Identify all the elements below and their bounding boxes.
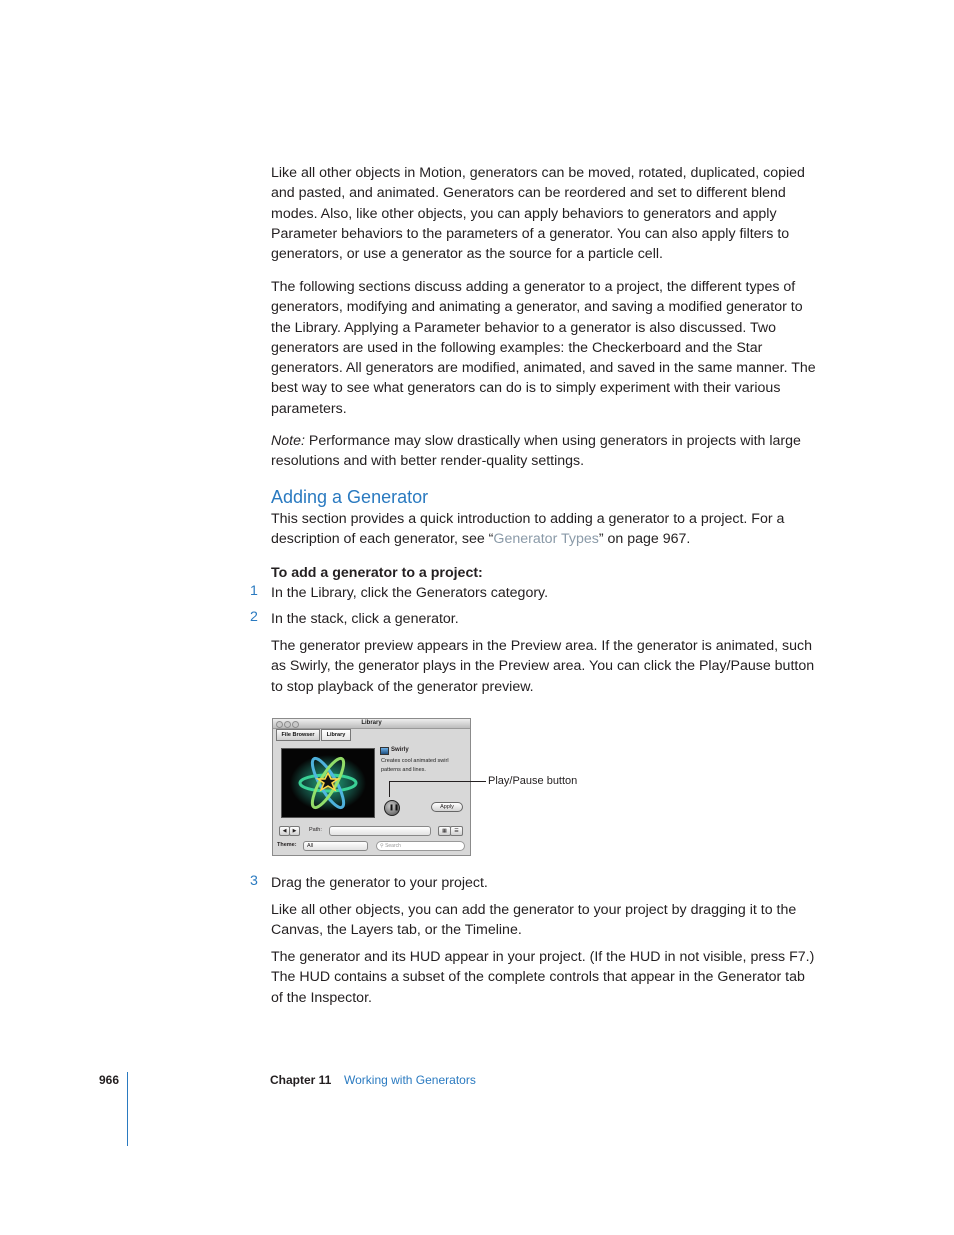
step-number: 1 (250, 583, 258, 599)
forward-arrow-button[interactable]: ▶ (289, 826, 300, 836)
intro-text-after: ” on page 967. (598, 531, 691, 548)
search-icon: ⚲ (380, 843, 386, 849)
page-number: 966 (99, 1073, 120, 1087)
item-name: Swirly (391, 747, 409, 753)
back-arrow-button[interactable]: ◀ (279, 826, 290, 836)
paragraph-sections-overview: The following sections discuss adding a generator to a project, the different types of generators, modifying and animating a generator, and saving a modified generator to the Library. Applying a Parameter behavior to a generator is also discussed. Two generators are used in the following examples: the Checkerboard and the Star generators. All generators are modified, animated, and saved in the same manner. The best way to see what generators can do is to simply experiment with their various parameters. (271, 279, 816, 417)
path-label: Path: (309, 827, 322, 833)
item-description: Creates cool animated swirl patterns and lines. (381, 758, 449, 773)
window-titlebar (273, 719, 470, 729)
pause-icon: ❚❚ (389, 805, 400, 811)
list-view-button[interactable]: ☰ (450, 826, 463, 836)
step-text: Drag the generator to your project. (271, 875, 488, 891)
section-heading: Adding a Generator (271, 487, 429, 507)
intro-text-before: This section provides a quick introduction to adding a generator to a project. For a description of each generator, see “ (271, 511, 785, 548)
step3-detail-2: The generator and its HUD appear in your project. (If the HUD in not visible, press F7.) The HUD contains a subset of the complete controls that appear in the Generator tab of the Inspector. (271, 949, 815, 1006)
paragraph-intro: Like all other objects in Motion, generators can be moved, rotated, duplicated, copied and pasted, and animated. Generators can be reordered and set to different blend modes. Also, like other objects, you can apply behaviors to generators and apply Parameter behaviors to the parameters of a generator. You can also apply filters to generators, or use a generator as the source for a particle cell. (271, 165, 805, 263)
swirly-preview-image (282, 749, 374, 817)
library-window-screenshot (272, 718, 471, 856)
step3-detail-1: Like all other objects, you can add the generator to your project by dragging it to the Canvas, the Layers tab, or the Timeline. (271, 902, 797, 939)
icon-view-button[interactable]: ▦ (438, 826, 451, 836)
paragraph-note (271, 431, 819, 472)
preview-area (281, 748, 375, 818)
search-field[interactable] (376, 841, 465, 851)
apply-button[interactable]: Apply (431, 802, 463, 812)
search-placeholder: Search (385, 843, 401, 849)
step-text: In the Library, click the Generators category. (271, 585, 549, 601)
theme-label: Theme: (277, 842, 297, 848)
window-title: Library (361, 720, 382, 726)
step-number: 2 (250, 609, 258, 625)
step2-detail: The generator preview appears in the Preview area. If the generator is animated, such as Swirly, the generator plays in the Preview area. You can click the Play/Pause button to stop playback of the generator preview. (271, 638, 815, 695)
step-number: 3 (250, 873, 258, 889)
callout-line (389, 781, 486, 782)
note-label: Note: (271, 433, 305, 449)
task-title: To add a generator to a project: (271, 565, 483, 581)
callout-leader (389, 781, 390, 797)
generator-types-link[interactable]: Generator Types (493, 531, 599, 548)
tab-file-browser[interactable]: File Browser (276, 729, 320, 741)
footer-chapter-title[interactable]: Working with Generators (344, 1073, 476, 1087)
path-popup[interactable] (329, 826, 431, 836)
footer-rule (127, 1072, 128, 1146)
play-pause-button[interactable] (384, 800, 400, 816)
section-intro (271, 509, 819, 550)
note-text: Performance may slow drastically when using generators in projects with large resolutions and with better render-quality settings. (271, 433, 801, 470)
tab-library[interactable]: Library (321, 729, 351, 741)
theme-popup[interactable]: All (303, 841, 368, 851)
callout-label: Play/Pause button (488, 775, 578, 787)
footer-chapter: Chapter 11 (270, 1073, 332, 1087)
step-text: In the stack, click a generator. (271, 611, 459, 627)
generator-thumbnail-icon (380, 747, 389, 755)
